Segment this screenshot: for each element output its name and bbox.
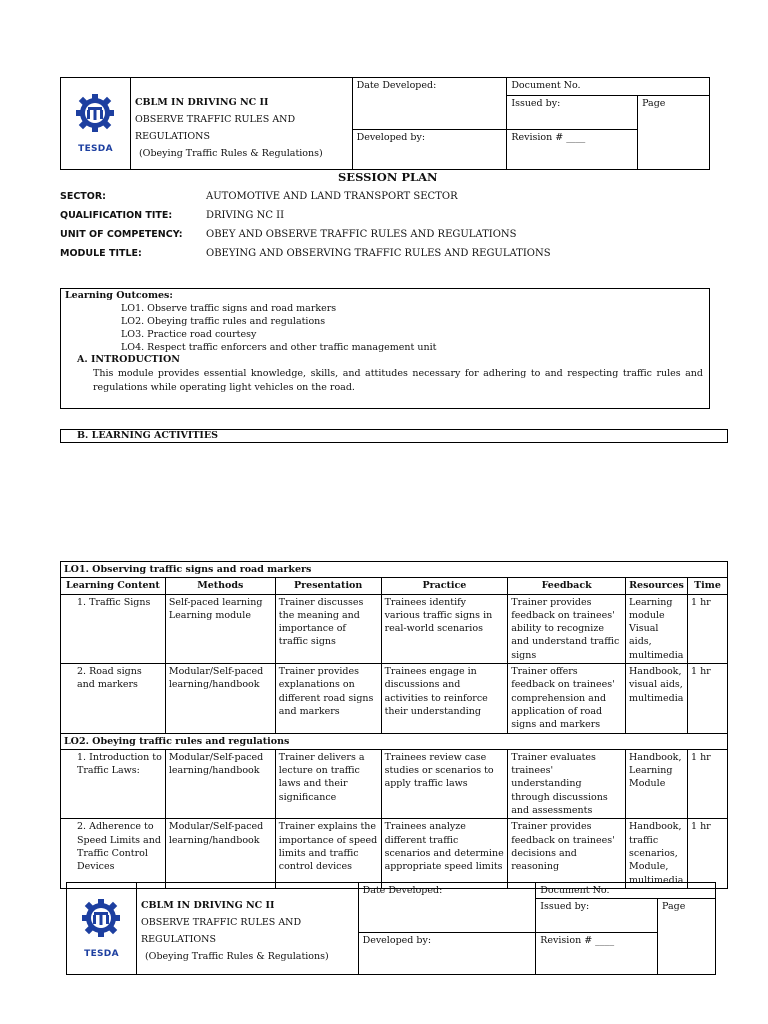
learning-activities-title: B. LEARNING ACTIVITIES: [77, 430, 218, 441]
learning-activities-bar: [60, 429, 728, 443]
table-cell: Trainees analyze different traffic scenarios and determine appropriate speed limits: [381, 819, 508, 888]
module-title-block: [136, 883, 358, 975]
date-developed-cell: Date Developed:: [352, 78, 507, 130]
field-value: AUTOMOTIVE AND LAND TRANSPORT SECTOR: [206, 191, 458, 202]
cblm-subtitle-1: OBSERVE TRAFFIC RULES AND: [134, 114, 296, 125]
logo-text: TESDA: [78, 144, 113, 154]
cblm-title: CBLM IN DRIVING NC II: [134, 97, 269, 108]
document-header-bottom: [66, 882, 716, 975]
table-cell: Modular/Self-paced learning/handbook: [165, 749, 275, 818]
cblm-subtitle-2: REGULATIONS: [134, 131, 210, 142]
cblm-subtitle-1: OBSERVE TRAFFIC RULES AND: [140, 917, 302, 928]
table-cell: Trainer provides feedback on trainees' decisions and reasoning: [508, 819, 626, 888]
column-header: Feedback: [508, 578, 626, 594]
table-cell: Trainer evaluates trainees' understanding through discussions and assessments: [508, 749, 626, 818]
learning-outcomes-title: Learning Outcomes:: [65, 290, 173, 301]
outcome-item: LO3. Practice road courtesy: [121, 329, 257, 340]
issued-by-cell: Issued by:: [507, 96, 638, 130]
tesda-gear-icon: [68, 93, 122, 141]
cblm-title: CBLM IN DRIVING NC II: [140, 900, 275, 911]
table-cell: 1 hr: [688, 749, 728, 818]
table-cell: Handbook, visual aids, multimedia: [626, 664, 688, 733]
field-label: MODULE TITLE:: [60, 248, 142, 259]
field-value: DRIVING NC II: [206, 210, 285, 221]
column-header: Methods: [165, 578, 275, 594]
table-cell: Trainer offers feedback on trainees' comprehension and application of road signs and markers: [508, 664, 626, 733]
table-cell: Trainer provides feedback on trainees' ability to recognize and understand traffic signs: [508, 594, 626, 663]
table-row: [61, 749, 728, 818]
table-cell: Trainees review case studies or scenarios to apply traffic laws: [381, 749, 508, 818]
field-label: SECTOR:: [60, 191, 106, 202]
column-header: Presentation: [275, 578, 381, 594]
table-cell: 1 hr: [688, 664, 728, 733]
field-value: OBEYING AND OBSERVING TRAFFIC RULES AND REGULATIONS: [206, 248, 551, 259]
table-cell: Modular/Self-paced learning/handbook: [165, 664, 275, 733]
table-header-row: [61, 578, 728, 594]
field-label: UNIT OF COMPETENCY:: [60, 229, 183, 240]
table-cell: Trainees identify various traffic signs in real-world scenarios: [381, 594, 508, 663]
introduction-text: This module provides essential knowledge, skills, and attitudes necessary for adhering to and respecting traffic rules and regulations while operating light vehicles on the road.: [93, 368, 703, 393]
revision-cell: Revision # ____: [507, 130, 638, 170]
table-cell: 1 hr: [688, 819, 728, 888]
field-label: QUALIFICATION TITE:: [60, 210, 173, 221]
cblm-subtitle-3: (Obeying Traffic Rules & Regulations): [138, 148, 323, 159]
introduction-title: A. INTRODUCTION: [77, 354, 180, 365]
group-title: LO2. Obeying traffic rules and regulations: [61, 733, 728, 749]
outcome-item: LO1. Observe traffic signs and road markers: [121, 303, 337, 314]
table-cell: Trainer explains the importance of speed limits and traffic control devices: [275, 819, 381, 888]
group-row-lo2: [61, 733, 728, 749]
tesda-logo: [67, 883, 137, 975]
column-header: Time: [688, 578, 728, 594]
field-sector: [60, 191, 458, 202]
developed-by-cell: Developed by:: [358, 933, 536, 975]
table-cell: Trainer delivers a lecture on traffic laws and their significance: [275, 749, 381, 818]
column-header: Learning Content: [61, 578, 166, 594]
cblm-subtitle-3: (Obeying Traffic Rules & Regulations): [144, 951, 329, 962]
table-cell: Trainer provides explanations on different road signs and markers: [275, 664, 381, 733]
document-no-cell: Document No.: [507, 78, 710, 96]
session-plan-heading: SESSION PLAN: [338, 170, 438, 184]
tesda-logo: [61, 78, 131, 170]
table-row: [61, 664, 728, 733]
table-cell: 1. Introduction to Traffic Laws:: [61, 749, 166, 818]
table-cell: Self-paced learning Learning module: [165, 594, 275, 663]
table-row: [61, 819, 728, 888]
table-cell: 2. Road signs and markers: [61, 664, 166, 733]
table-cell: Handbook, Learning Module: [626, 749, 688, 818]
field-qualification: [60, 210, 284, 221]
developed-by-cell: Developed by:: [352, 130, 507, 170]
document-header-top: [60, 77, 710, 170]
field-unit-of-competency: [60, 229, 517, 240]
table-row: [61, 594, 728, 663]
outcome-item: LO2. Obeying traffic rules and regulations: [121, 316, 326, 327]
page-cell: Page: [638, 96, 710, 170]
document-no-cell: Document No.: [536, 883, 716, 899]
table-cell: Modular/Self-paced learning/handbook: [165, 819, 275, 888]
learning-outcomes-box: [60, 288, 710, 409]
table-cell: 1. Traffic Signs: [61, 594, 166, 663]
table-cell: Handbook, traffic scenarios, Module, multimedia: [626, 819, 688, 888]
field-value: OBEY AND OBSERVE TRAFFIC RULES AND REGULATIONS: [206, 229, 517, 240]
table-cell: Trainer discusses the meaning and importance of traffic signs: [275, 594, 381, 663]
table-cell: Trainees engage in discussions and activities to reinforce their understanding: [381, 664, 508, 733]
cblm-subtitle-2: REGULATIONS: [140, 934, 216, 945]
issued-by-cell: Issued by:: [536, 899, 658, 933]
revision-cell: Revision # ____: [536, 933, 658, 975]
outcome-item: LO4. Respect traffic enforcers and other traffic management unit: [121, 342, 437, 353]
column-header: Resources: [626, 578, 688, 594]
column-header: Practice: [381, 578, 508, 594]
table-cell: Learning module Visual aids, multimedia: [626, 594, 688, 663]
group-title: LO1. Observing traffic signs and road markers: [61, 562, 728, 578]
table-cell: 1 hr: [688, 594, 728, 663]
page-cell: Page: [658, 899, 716, 975]
table-cell: 2. Adherence to Speed Limits and Traffic Control Devices: [61, 819, 166, 888]
tesda-gear-icon: [74, 898, 128, 946]
activities-table: [60, 561, 728, 889]
date-developed-cell: Date Developed:: [358, 883, 536, 933]
group-row-lo1: [61, 562, 728, 578]
module-title-block: [130, 78, 352, 170]
logo-text: TESDA: [84, 949, 119, 959]
field-module-title: [60, 248, 551, 259]
